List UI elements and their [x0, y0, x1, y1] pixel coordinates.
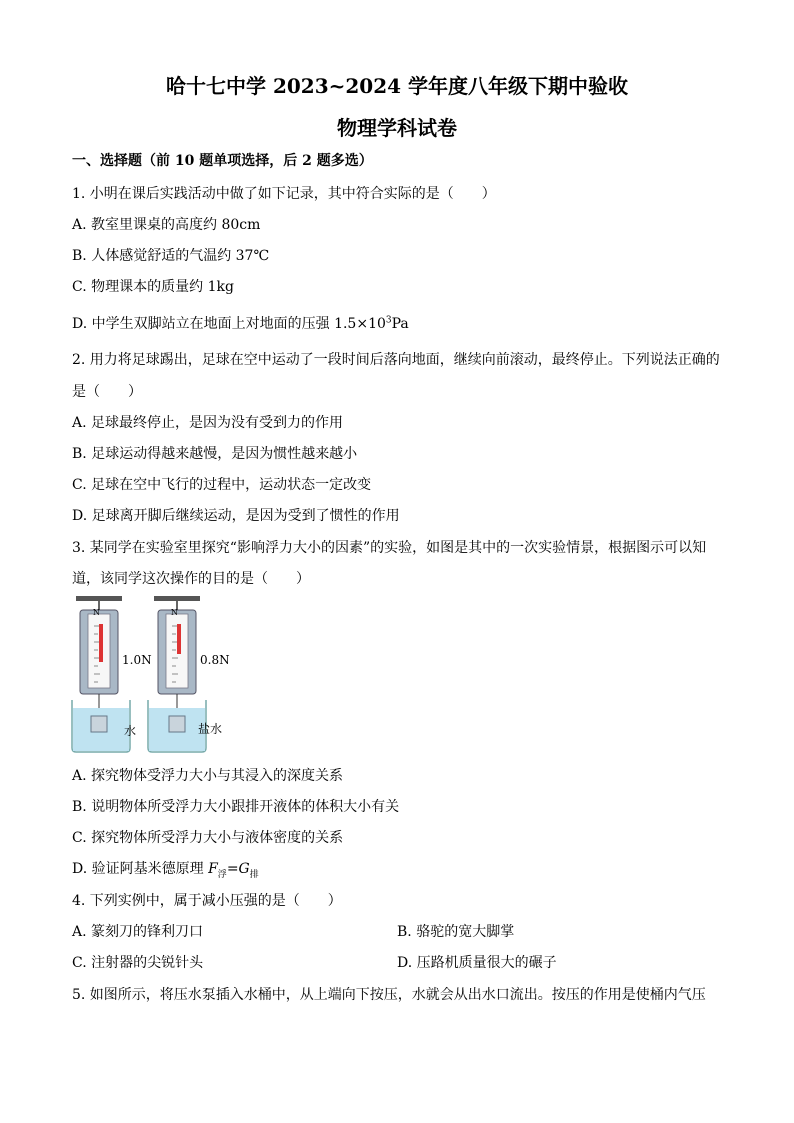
salt-water-label: 盐水: [198, 722, 223, 736]
q4-option-b: B. 骆驼的宽大脚掌: [397, 924, 515, 940]
left-indicator: [99, 624, 103, 662]
q1-option-c: C. 物理课本的质量约 1kg: [72, 279, 234, 295]
q1-option-d: D. 中学生双脚站立在地面上对地面的压强 $1.5\times 10^3Pa$: [72, 315, 409, 332]
q1-option-b: B. 人体感觉舒适的气温约 37℃: [72, 248, 270, 264]
section-heading: 一、选择题（前 10 题单项选择，后 2 题多选）: [72, 153, 373, 169]
q3-stem-line1: 3. 某同学在实验室里探究“影响浮力大小的因素”的实验，如图是其中的一次实验情景，根据图示可以知: [72, 540, 707, 556]
q3-option-a: A. 探究物体受浮力大小与其浸入的深度关系: [72, 768, 344, 784]
water-label: 水: [124, 724, 137, 738]
q2-option-d: D. 足球离开脚后继续运动，是因为受到了惯性的作用: [72, 508, 400, 524]
q4-option-c: C. 注射器的尖锐针头: [72, 955, 204, 971]
left-support-bar: [76, 596, 122, 601]
right-scale-reading: 0.8N: [200, 653, 230, 667]
page-subtitle: 物理学科试卷: [337, 116, 457, 140]
right-support-bar: [154, 596, 200, 601]
q4-stem: 4. 下列实例中，属于减小压强的是（ ）: [72, 893, 342, 909]
q2-option-b: B. 足球运动得越来越慢，是因为惯性越来越小: [72, 446, 358, 462]
q3-option-b: B. 说明物体所受浮力大小跟排开液体的体积大小有关: [72, 799, 400, 815]
q4-option-a: A. 篆刻刀的锋利刀口: [72, 924, 204, 940]
page-title: 哈十七中学 2023~2024 学年度八年级下期中验收: [165, 74, 628, 98]
q2-stem-line1: 2. 用力将足球踢出，足球在空中运动了一段时间后落向地面，继续向前滚动，最终停止。下列说法正确的: [72, 352, 720, 368]
q5-stem-line1: 5. 如图所示，将压水泵插入水桶中，从上端向下按压，水就会从出水口流出。按压的作用是使桶内气压: [72, 987, 706, 1003]
q2-stem-line2: 是（ ）: [72, 384, 142, 400]
q2-option-a: A. 足球最终停止，是因为没有受到力的作用: [72, 415, 344, 431]
buoyancy-experiment-figure: [68, 594, 248, 754]
q3-stem-line2: 道，该同学这次操作的目的是（ ）: [72, 571, 310, 587]
q1-option-a: A. 教室里课桌的高度约 80cm: [72, 217, 261, 233]
q1-stem: 1. 小明在课后实践活动中做了如下记录，其中符合实际的是（ ）: [72, 186, 496, 202]
q2-option-c: C. 足球在空中飞行的过程中，运动状态一定改变: [72, 477, 372, 493]
right-block: [169, 716, 185, 732]
right-scale-unit: N: [171, 608, 178, 617]
q3-option-c: C. 探究物体所受浮力大小与液体密度的关系: [72, 830, 344, 846]
left-scale-unit: N: [93, 608, 100, 617]
right-indicator: [177, 624, 181, 654]
left-block: [91, 716, 107, 732]
left-scale-reading: 1.0N: [122, 653, 152, 667]
q3-option-d: D. 验证阿基米德原理 $F_浮=G_排$: [72, 861, 259, 880]
q4-option-d: D. 压路机质量很大的碾子: [397, 955, 557, 971]
